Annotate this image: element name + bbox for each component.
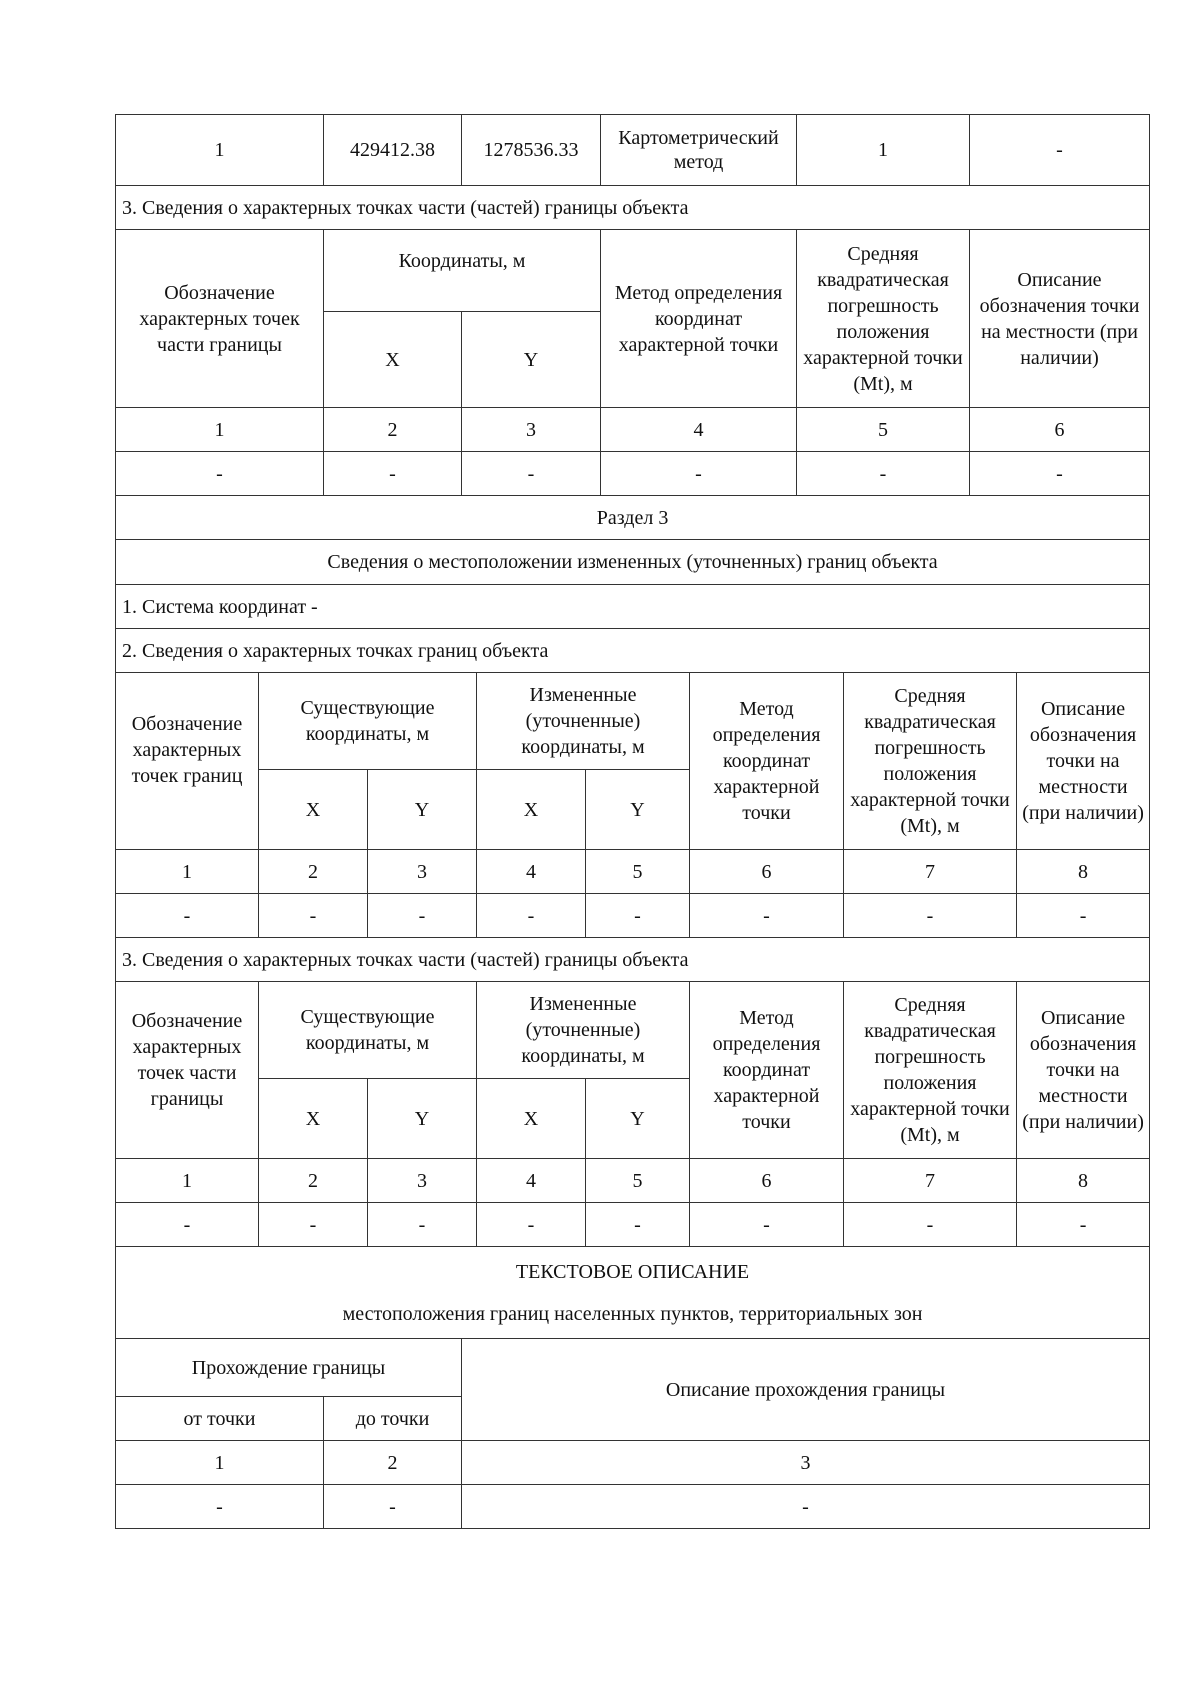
dash-cell: - bbox=[116, 1485, 324, 1529]
col-num: 4 bbox=[477, 1159, 586, 1203]
t2-header-changed: Измененные (уточненные) координаты, м bbox=[477, 982, 690, 1079]
col-num: 3 bbox=[462, 1441, 1150, 1485]
col-num: 5 bbox=[586, 850, 690, 894]
document-page bbox=[115, 114, 1149, 1529]
point-number-cell: 1 bbox=[116, 115, 324, 186]
t2-header-x2: X bbox=[477, 1079, 586, 1159]
col-num: 2 bbox=[324, 1441, 462, 1485]
dash-cell: - bbox=[324, 1485, 462, 1529]
col-num: 4 bbox=[477, 850, 586, 894]
text-column-number-row bbox=[116, 1441, 1150, 1485]
points-title: 2. Сведения о характерных точках границ объекта bbox=[116, 629, 1150, 673]
t1-header-description: Описание обозначения точки на местности (при наличии) bbox=[1017, 673, 1150, 850]
col-num: 2 bbox=[259, 1159, 368, 1203]
dash-cell: - bbox=[970, 452, 1150, 496]
t1-header-designation: Обозначение характерных точек границ bbox=[116, 673, 259, 850]
section-heading: Раздел 3 bbox=[116, 496, 1150, 540]
text-description-table bbox=[115, 1246, 1150, 1529]
col-num: 1 bbox=[116, 1159, 259, 1203]
header-coordinates: Координаты, м bbox=[324, 230, 601, 312]
to-point-header: до точки bbox=[324, 1397, 462, 1441]
col-num: 2 bbox=[259, 850, 368, 894]
t2-header-mse: Средняя квадратическая погрешность положения характерной точки (Mt), м bbox=[844, 982, 1017, 1159]
dash-cell: - bbox=[259, 894, 368, 938]
text-description-subtitle: местоположения границ населенных пунктов, территориальных зон bbox=[342, 1302, 923, 1325]
col-num: 2 bbox=[324, 408, 462, 452]
dash-cell: - bbox=[477, 894, 586, 938]
dash-cell: - bbox=[477, 1203, 586, 1247]
t1-header-existing: Существующие координаты, м bbox=[259, 673, 477, 770]
dash-cell: - bbox=[690, 1203, 844, 1247]
passage-header: Прохождение границы bbox=[116, 1339, 462, 1397]
t2-column-number-row bbox=[116, 1159, 1150, 1203]
boundary-points-table-a bbox=[115, 114, 1150, 496]
dash-cell: - bbox=[844, 894, 1017, 938]
t2-header-method: Метод определения координат характерной точки bbox=[690, 982, 844, 1159]
t1-header-y2: Y bbox=[586, 770, 690, 850]
dash-cell: - bbox=[116, 894, 259, 938]
dash-cell: - bbox=[368, 1203, 477, 1247]
dash-cell: - bbox=[601, 452, 797, 496]
header-x: X bbox=[324, 312, 462, 408]
header-y: Y bbox=[462, 312, 601, 408]
header-designation: Обозначение характерных точек части границы bbox=[116, 230, 324, 408]
dash-cell: - bbox=[844, 1203, 1017, 1247]
from-point-header: от точки bbox=[116, 1397, 324, 1441]
t2-header-existing: Существующие координаты, м bbox=[259, 982, 477, 1079]
passage-description-header: Описание прохождения границы bbox=[462, 1339, 1150, 1441]
t1-header-x1: X bbox=[259, 770, 368, 850]
t1-header-method: Метод определения координат характерной точки bbox=[690, 673, 844, 850]
dash-cell: - bbox=[116, 452, 324, 496]
description-cell: - bbox=[970, 115, 1150, 186]
col-num: 6 bbox=[690, 850, 844, 894]
coord-y-cell: 1278536.33 bbox=[462, 115, 601, 186]
t2-header-designation: Обозначение характерных точек части границы bbox=[116, 982, 259, 1159]
col-num: 3 bbox=[462, 408, 601, 452]
t1-header-x2: X bbox=[477, 770, 586, 850]
top-data-row bbox=[116, 115, 1150, 186]
col-num: 1 bbox=[116, 850, 259, 894]
dash-cell: - bbox=[797, 452, 970, 496]
t1-header-mse: Средняя квадратическая погрешность положения характерной точки (Mt), м bbox=[844, 673, 1017, 850]
method-cell: Картометрический метод bbox=[601, 115, 797, 186]
col-num: 1 bbox=[116, 408, 324, 452]
t1-header-changed: Измененные (уточненные) координаты, м bbox=[477, 673, 690, 770]
column-number-row bbox=[116, 408, 1150, 452]
t2-empty-row bbox=[116, 1203, 1150, 1247]
dash-cell: - bbox=[1017, 894, 1150, 938]
dash-cell: - bbox=[259, 1203, 368, 1247]
t1-empty-row bbox=[116, 894, 1150, 938]
t2-header-y2: Y bbox=[586, 1079, 690, 1159]
header-method: Метод определения координат характерной точки bbox=[601, 230, 797, 408]
dash-cell: - bbox=[586, 894, 690, 938]
t1-header-y1: Y bbox=[368, 770, 477, 850]
coord-x-cell: 429412.38 bbox=[324, 115, 462, 186]
coordinate-system: 1. Система координат - bbox=[116, 585, 1150, 629]
col-num: 6 bbox=[690, 1159, 844, 1203]
dash-cell: - bbox=[462, 452, 601, 496]
t2-header-x1: X bbox=[259, 1079, 368, 1159]
empty-data-row bbox=[116, 452, 1150, 496]
dash-cell: - bbox=[368, 894, 477, 938]
t2-header-description: Описание обозначения точки на местности (при наличии) bbox=[1017, 982, 1150, 1159]
dash-cell: - bbox=[116, 1203, 259, 1247]
text-description-title: ТЕКСТОВОЕ ОПИСАНИЕ bbox=[515, 1260, 750, 1283]
dash-cell: - bbox=[690, 894, 844, 938]
section-title: Сведения о местоположении измененных (уточненных) границ объекта bbox=[116, 540, 1150, 585]
col-num: 8 bbox=[1017, 850, 1150, 894]
header-mse: Средняя квадратическая погрешность положения характерной точки (Mt), м bbox=[797, 230, 970, 408]
section3-table bbox=[115, 495, 1150, 1247]
dash-cell: - bbox=[1017, 1203, 1150, 1247]
col-num: 4 bbox=[601, 408, 797, 452]
parts-title: 3. Сведения о характерных точках части (частей) границы объекта bbox=[116, 938, 1150, 982]
col-num: 5 bbox=[797, 408, 970, 452]
text-empty-row bbox=[116, 1485, 1150, 1529]
col-num: 6 bbox=[970, 408, 1150, 452]
dash-cell: - bbox=[462, 1485, 1150, 1529]
dash-cell: - bbox=[324, 452, 462, 496]
col-num: 8 bbox=[1017, 1159, 1150, 1203]
col-num: 5 bbox=[586, 1159, 690, 1203]
header-description: Описание обозначения точки на местности (при наличии) bbox=[970, 230, 1150, 408]
mse-cell: 1 bbox=[797, 115, 970, 186]
t2-header-y1: Y bbox=[368, 1079, 477, 1159]
text-description-header bbox=[116, 1247, 1150, 1339]
t1-column-number-row bbox=[116, 850, 1150, 894]
col-num: 1 bbox=[116, 1441, 324, 1485]
col-num: 7 bbox=[844, 1159, 1017, 1203]
part-points-title: 3. Сведения о характерных точках части (частей) границы объекта bbox=[116, 186, 1150, 230]
col-num: 7 bbox=[844, 850, 1017, 894]
dash-cell: - bbox=[586, 1203, 690, 1247]
col-num: 3 bbox=[368, 1159, 477, 1203]
col-num: 3 bbox=[368, 850, 477, 894]
